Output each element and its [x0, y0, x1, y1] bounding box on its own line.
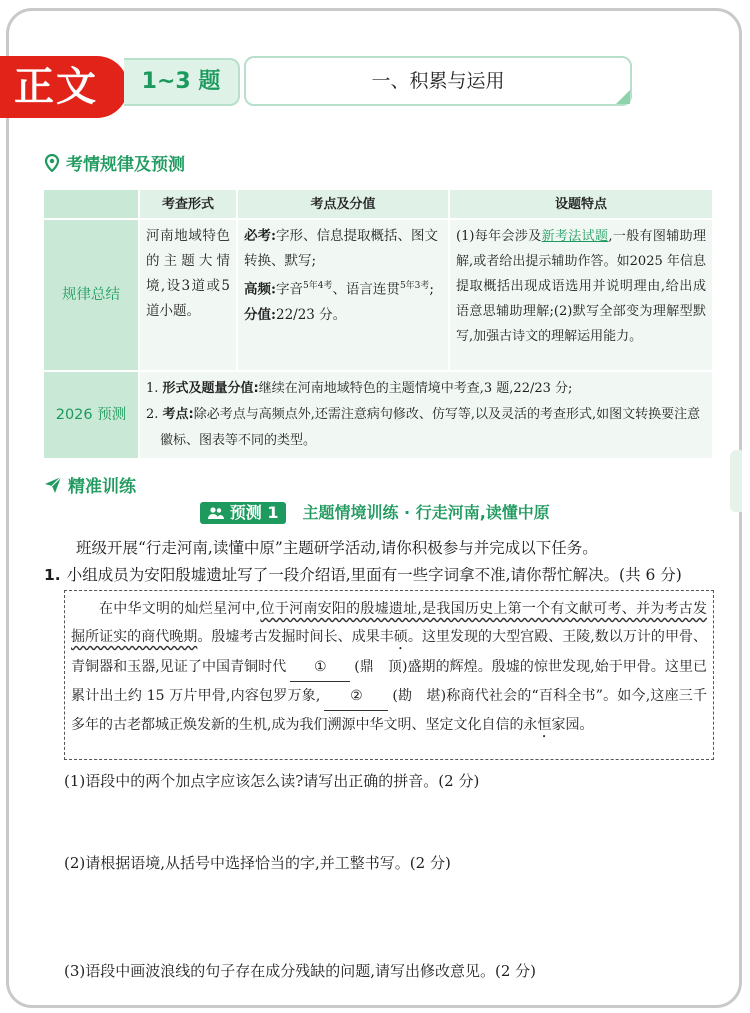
- kaoqing-title: 考情规律及预测: [66, 155, 185, 175]
- dotted-char-1: 硕: [393, 629, 408, 645]
- question-1: [44, 563, 724, 587]
- intro-text: 班级开展“行走河南,读懂中原”主题研学活动,请你积极参与并完成以下任务。: [76, 539, 598, 557]
- training-title: 精准训练: [68, 477, 136, 497]
- wavy-underlined-sentence: 位于河南安阳的殷墟遗址,是我国历史上第一个有文献可考、并为考古发掘所证实的商代晚期: [71, 601, 708, 645]
- sub-question-1: (1)语段中的两个加点字应该怎么读?请写出正确的拼音。(2 分): [64, 772, 480, 790]
- points-cell: 必考:字形、信息提取概括、图文转换、默写; 高频:字音$^{5年4考}$、语言连贯$^{5年3考}$; 分值:22/23 分。: [237, 219, 449, 371]
- prediction-badge: 预测 1: [200, 502, 286, 524]
- row-label-summary: 规律总结: [43, 219, 139, 371]
- zhengwen-tag: 正文: [0, 56, 128, 118]
- people-icon: [208, 503, 230, 522]
- blank-1: ①: [290, 653, 350, 682]
- features-cell: (1)每年会涉及新考法试题,一般有图辅助理解,或者给出提示辅助作答。如2025 年信息提取概括出现成语选用并说明理由,给出成语意思辅助理解;(2)默写全部变为理解型默写,加强古诗文的理解运用能力。: [449, 219, 713, 371]
- header-features: 设题特点: [449, 189, 713, 219]
- passage-box: 在中华文明的灿烂星河中,位于河南安阳的殷墟遗址,是我国历史上第一个有文献可考、并为考古发掘所证实的商代晚期。殷墟考古发掘时间长、成果丰硕。这里发现的大型宫殿、王陵,数以万计的甲骨、青铜器和玉器,见证了中国青铜时代 ① (鼎 顶)盛期的辉煌。殷墟的惊世发现,始于甲骨。这里已累计出土约 15 万片甲骨,内容包罗万象, ② (勘 堪)称商代社会的“百科全书”。如今,这座三千多年的古老都城正焕发新的生机,成为我们溯源中华文明、坚定文化自信的永恒家园。: [64, 590, 714, 760]
- prediction-title: 主题情境训练 · 行走河南,读懂中原: [302, 503, 550, 522]
- header-points: 考点及分值: [237, 189, 449, 219]
- new-method-link: 新考法试题: [541, 229, 609, 244]
- question-number: 1.: [44, 566, 61, 584]
- paper-plane-icon: [44, 476, 62, 494]
- location-pin-icon: [44, 154, 60, 172]
- sub-question-2: (2)请根据语境,从括号中选择恰当的字,并工整书写。(2 分): [64, 854, 451, 872]
- dotted-char-2: 恒: [537, 717, 552, 733]
- blank-2: ②: [324, 682, 388, 711]
- exam-analysis-table: [42, 188, 714, 460]
- prediction-cell: 1. 形式及题量分值:继续在河南地域特色的主题情境中考查,3 题,22/23 分; 2. 考点:除必考点与高频点外,还需注意病句修改、仿写等,以及灵活的考查形式,如图文转换要注意徽标、图表等不同的类型。: [139, 371, 713, 459]
- sub-question-3: (3)语段中画波浪线的句子存在成分残缺的问题,请写出修改意见。(2 分): [64, 962, 537, 980]
- training-heading: [44, 472, 136, 497]
- kaoqing-heading: [44, 150, 185, 175]
- header-form: 考查形式: [139, 189, 237, 219]
- question-range-tag: 1~3 题: [124, 58, 240, 106]
- corner-decoration: [616, 90, 630, 104]
- section-title-box: [244, 56, 632, 106]
- form-cell: 河南地域特色的主题大情境,设3道或5道小题。: [139, 219, 237, 371]
- section-title: 一、积累与运用: [371, 70, 505, 92]
- row-label-prediction: 2026 预测: [43, 371, 139, 459]
- table-corner: [43, 189, 139, 219]
- prediction-title-line: [0, 500, 750, 524]
- question-stem: 小组成员为安阳殷墟遗址写了一段介绍语,里面有一些字词拿不准,请你帮忙解决。(共 6 分): [66, 566, 682, 584]
